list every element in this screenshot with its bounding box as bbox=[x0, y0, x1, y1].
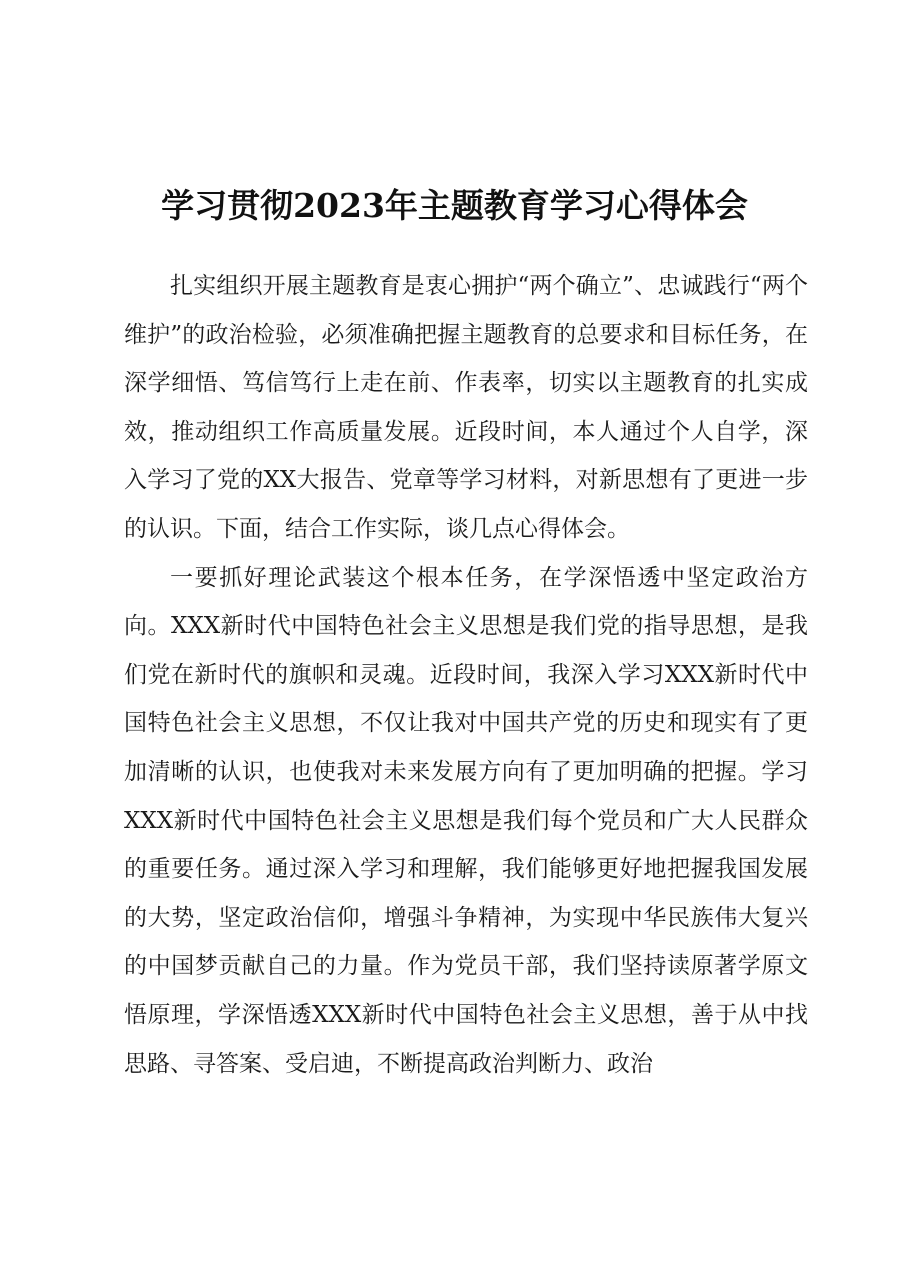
paragraph-intro: 扎实组织开展主题教育是衷心拥护“两个确立”、忠诚践行“两个维护”的政治检验，必须准确把握主题教育的总要求和目标任务，在深学细悟、笃信笃行上走在前、作表率，切实以主题教育的扎实成效，推动组织工作高质量发展。近段时间，本人通过个人自学，深入学习了党的XX大报告、党章等学习材料，对新思想有了更进一步的认识。下面，结合工作实际，谈几点心得体会。 bbox=[124, 273, 808, 542]
document-title: 学习贯彻2023年主题教育学习心得体会 bbox=[161, 186, 748, 225]
document-body bbox=[124, 262, 808, 1088]
paragraph-theory: 一要抓好理论武装这个根本任务，在学深悟透中坚定政治方向。XXX新时代中国特色社会主义思想是我们党的指导思想，是我们党在新时代的旗帜和灵魂。近段时间，我深入学习XXX新时代中国特色社会主义思想，不仅让我对中国共产党的历史和现实有了更加清晰的认识，也使我对未来发展方向有了更加明确的把握。学习XXX新时代中国特色社会主义思想是我们每个党员和广大人民群众的重要任务。通过深入学习和理解，我们能够更好地把握我国发展的大势，坚定政治信仰，增强斗争精神，为实现中华民族伟大复兴的中国梦贡献自己的力量。作为党员干部，我们坚持读原著学原文悟原理，学深悟透XXX新时代中国特色社会主义思想，善于从中找思路、寻答案、受启迪，不断提高政治判断力、政治 bbox=[124, 564, 808, 1077]
